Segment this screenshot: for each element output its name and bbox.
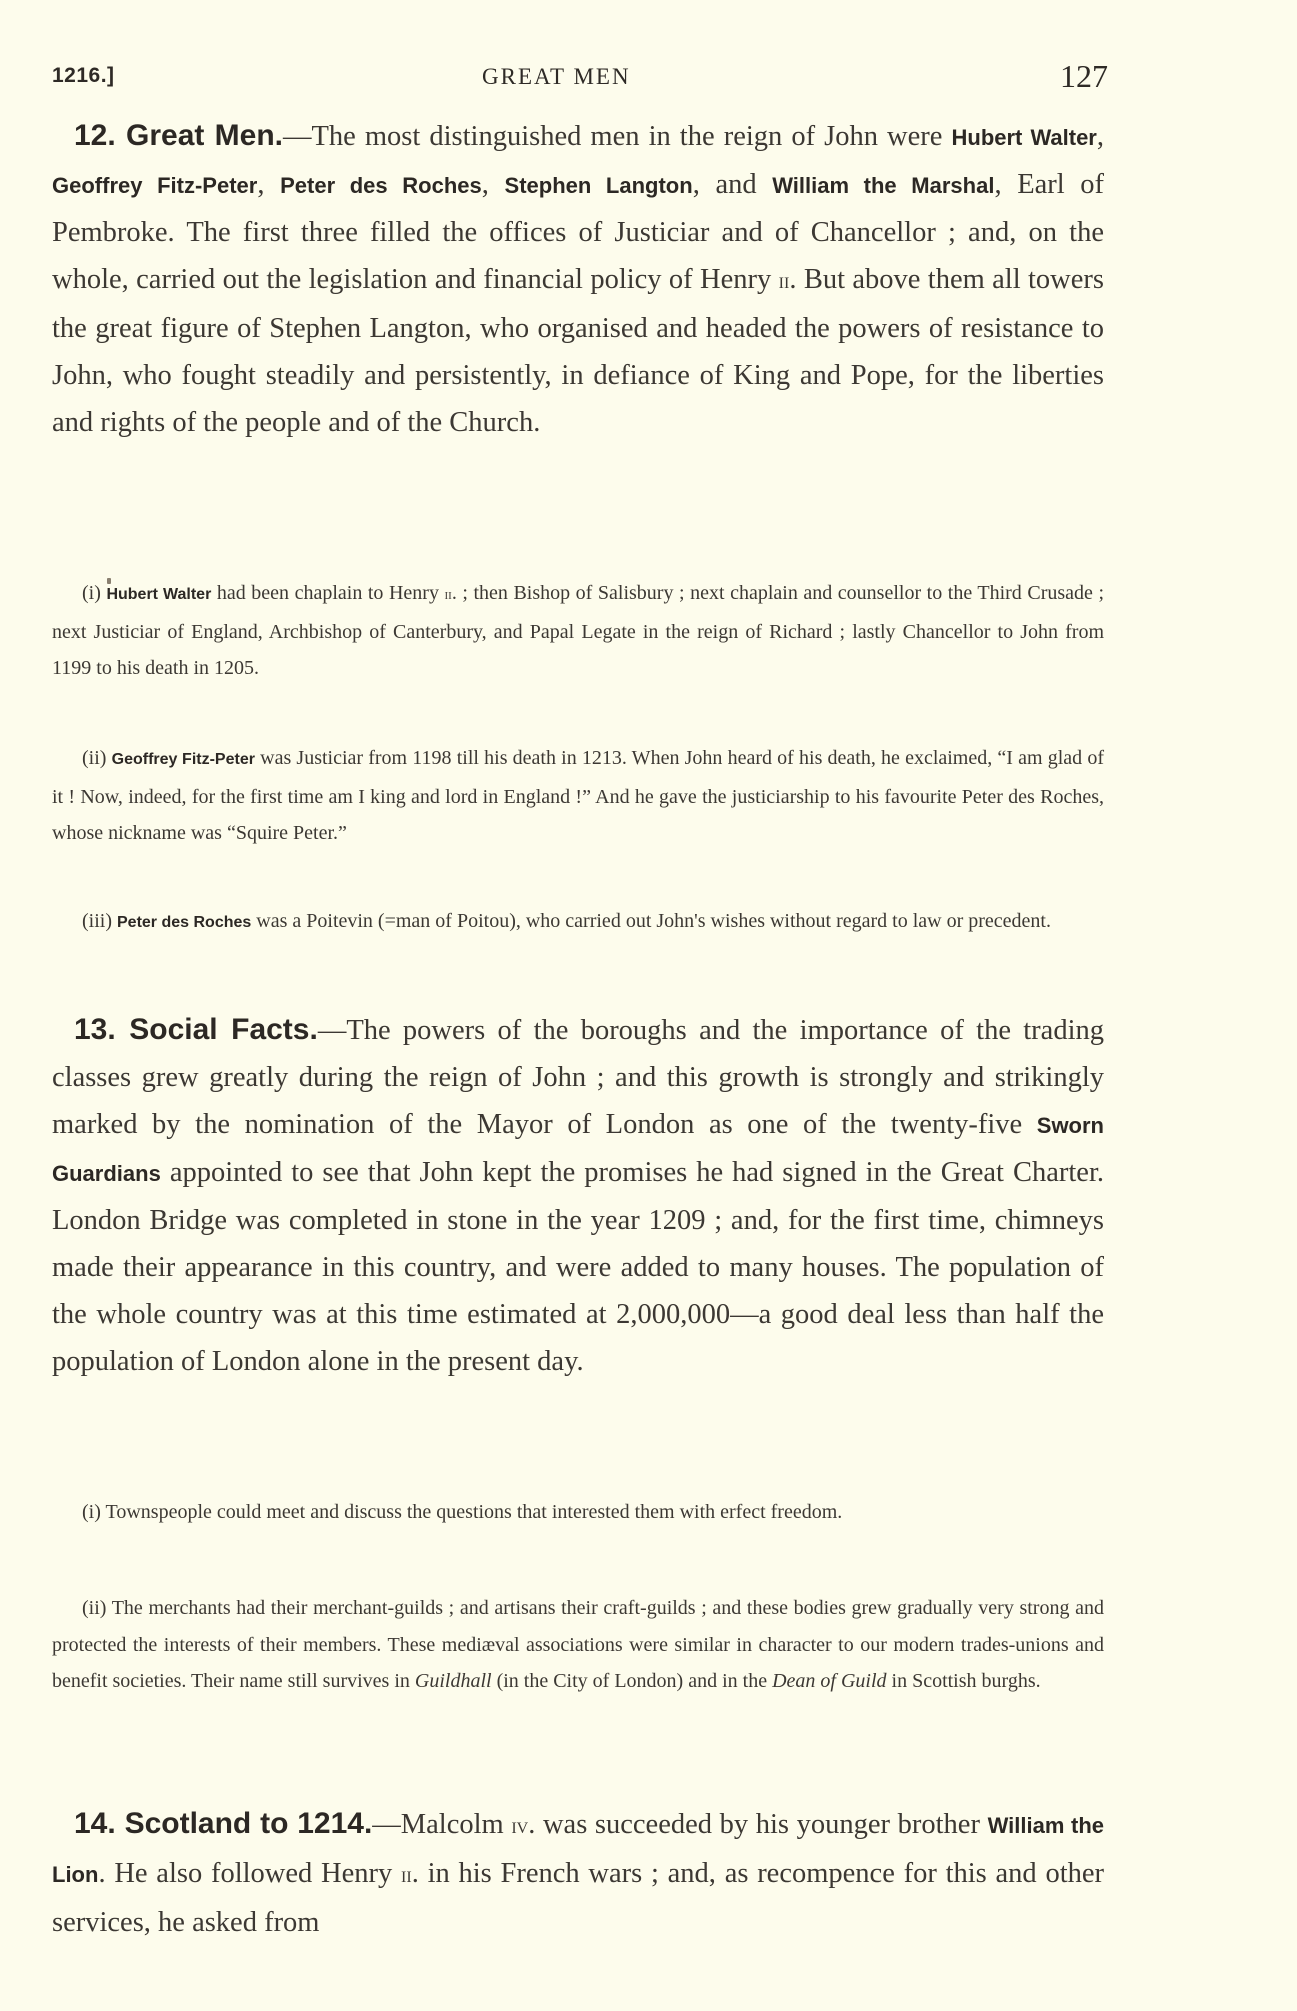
body-text: , bbox=[1096, 121, 1104, 152]
section-title: Great Men. bbox=[126, 119, 283, 152]
body-text: , bbox=[481, 169, 505, 200]
bold-name: Stephen Langton bbox=[504, 173, 693, 198]
note-text: (in the City of London) and in the bbox=[491, 1670, 773, 1692]
body-text: . But above them all towers the great figure of Stephen Langton, who organised and headed the powers of resistance to John, who fought steadily and persistently, in defiance of King and Pope, for the liberties and rights of the people and of the Church. bbox=[52, 264, 1104, 438]
section-title: Scotland to 1214. bbox=[124, 1807, 373, 1840]
bold-name: William the Lion bbox=[52, 1813, 1104, 1887]
section-14-paragraph bbox=[52, 1800, 1104, 1946]
section-number: 12. bbox=[74, 119, 116, 152]
section-13-heading bbox=[52, 1013, 318, 1046]
section-title: Social Facts. bbox=[129, 1013, 318, 1046]
page-number: 127 bbox=[1060, 58, 1108, 94]
section-number: 13. bbox=[74, 1013, 116, 1046]
section-13-note-ii bbox=[52, 1590, 1104, 1700]
body-text: , Earl of Pembroke. The first three filled the offices of Justiciar and of Chancellor ; and, on the whole, carried out the legislation and financial policy of Henry bbox=[52, 169, 1105, 295]
note-text: was Justiciar from 1198 till his death in 1213. When John heard of his death, he exclaimed, “I am glad of it ! Now, indeed, for the first time am I king and lord in England !” And he gave the justiciarship to his favourite Peter des Roches, whose nickname was “Squire Peter.” bbox=[52, 747, 1105, 844]
note-text: was a Poitevin (=man of Poitou), who carried out John's wishes without regard to law or precedent. bbox=[251, 910, 1051, 932]
bold-name: William the Marshal bbox=[772, 173, 995, 198]
body-text: , bbox=[257, 169, 281, 200]
bold-name: Peter des Roches bbox=[117, 914, 252, 931]
section-14-heading bbox=[52, 1807, 372, 1840]
note-text: Townspeople could meet and discuss the questions that interested them with erfect freedom. bbox=[100, 1501, 843, 1523]
note-text: The merchants had their merchant-guilds ; and artisans their craft-guilds ; and these bodies grew gradually very strong and protected the interests of their members. These mediæval associations were similar in character to our modern trades-unions and benefit societies. Their name still survives in bbox=[52, 1597, 1104, 1692]
section-12-heading bbox=[52, 119, 283, 152]
note-marker: (i) bbox=[82, 582, 101, 604]
roman-numeral: ii bbox=[778, 268, 790, 294]
bold-name: Hubert Walter bbox=[951, 125, 1097, 150]
body-text: appointed to see that John kept the promises he had signed in the Great Charter. London Bridge was completed in stone in the year 1209 ; and, for the first time, chimneys made their appearance in this country, and were added to many houses. The population of the whole country was at this time estimated at 2,000,000—a good deal less than half the population of London alone in the present day. bbox=[52, 1157, 1104, 1377]
running-head-year: 1216.] bbox=[52, 64, 115, 87]
section-13-note-i bbox=[52, 1494, 1104, 1531]
italic-term: Guildhall bbox=[414, 1670, 492, 1692]
note-marker: (i) bbox=[82, 1501, 101, 1523]
roman-numeral: ii bbox=[444, 584, 452, 603]
section-12-note-iii bbox=[52, 903, 1104, 942]
section-12-note-i bbox=[52, 575, 1104, 687]
dash: — bbox=[282, 121, 312, 152]
italic-term: Dean of Guild bbox=[772, 1670, 887, 1692]
bold-name: Geoffrey Fitz-Peter bbox=[52, 173, 258, 198]
note-text: . ; then Bishop of Salisbury ; next chaplain and counsellor to the Third Crusade ; next Justiciar of England, Archbishop of Canterbury, and Papal Legate in the reign of Richard ; lastly Chancellor to John from 1199 to his death in 1205. bbox=[52, 582, 1104, 679]
body-text: The powers of the boroughs and the importance of the trading classes grew greatly during the reign of John ; and this growth is strongly and strikingly marked by the nomination of the Mayor of London as one of the twenty-five bbox=[52, 1015, 1104, 1140]
roman-numeral: ii bbox=[401, 1862, 412, 1888]
body-text: . He also followed Henry bbox=[98, 1858, 402, 1889]
section-12-note-ii bbox=[52, 740, 1104, 852]
body-text: The most distinguished men in the reign of John were bbox=[311, 121, 952, 152]
note-marker: (ii) bbox=[82, 1597, 107, 1619]
running-head-title: GREAT MEN bbox=[482, 64, 631, 89]
body-text: Malcolm bbox=[400, 1809, 512, 1840]
section-13-paragraph bbox=[52, 1006, 1104, 1385]
note-text: had been chaplain to Henry bbox=[211, 582, 445, 604]
dash: — bbox=[372, 1809, 401, 1840]
body-text: . was succeeded by his younger brother bbox=[528, 1809, 988, 1840]
body-text: , and bbox=[692, 169, 773, 200]
note-marker: (iii) bbox=[82, 910, 112, 932]
bold-name: Geoffrey Fitz-Peter bbox=[111, 751, 255, 768]
section-number: 14. bbox=[74, 1807, 116, 1840]
running-head bbox=[52, 58, 1112, 98]
note-marker: (ii) bbox=[82, 747, 107, 769]
bold-name: Peter des Roches bbox=[280, 173, 482, 198]
bold-name: Sworn Guardians bbox=[52, 1113, 1104, 1186]
roman-numeral: iv bbox=[511, 1813, 529, 1839]
section-12-paragraph bbox=[52, 112, 1104, 446]
dash: — bbox=[317, 1015, 347, 1046]
body-text: . in his French wars ; and, as recompence for this and other services, he asked from bbox=[52, 1858, 1105, 1938]
bold-name: Hubert Walter bbox=[106, 586, 212, 603]
note-text: in Scottish burghs. bbox=[886, 1670, 1041, 1692]
